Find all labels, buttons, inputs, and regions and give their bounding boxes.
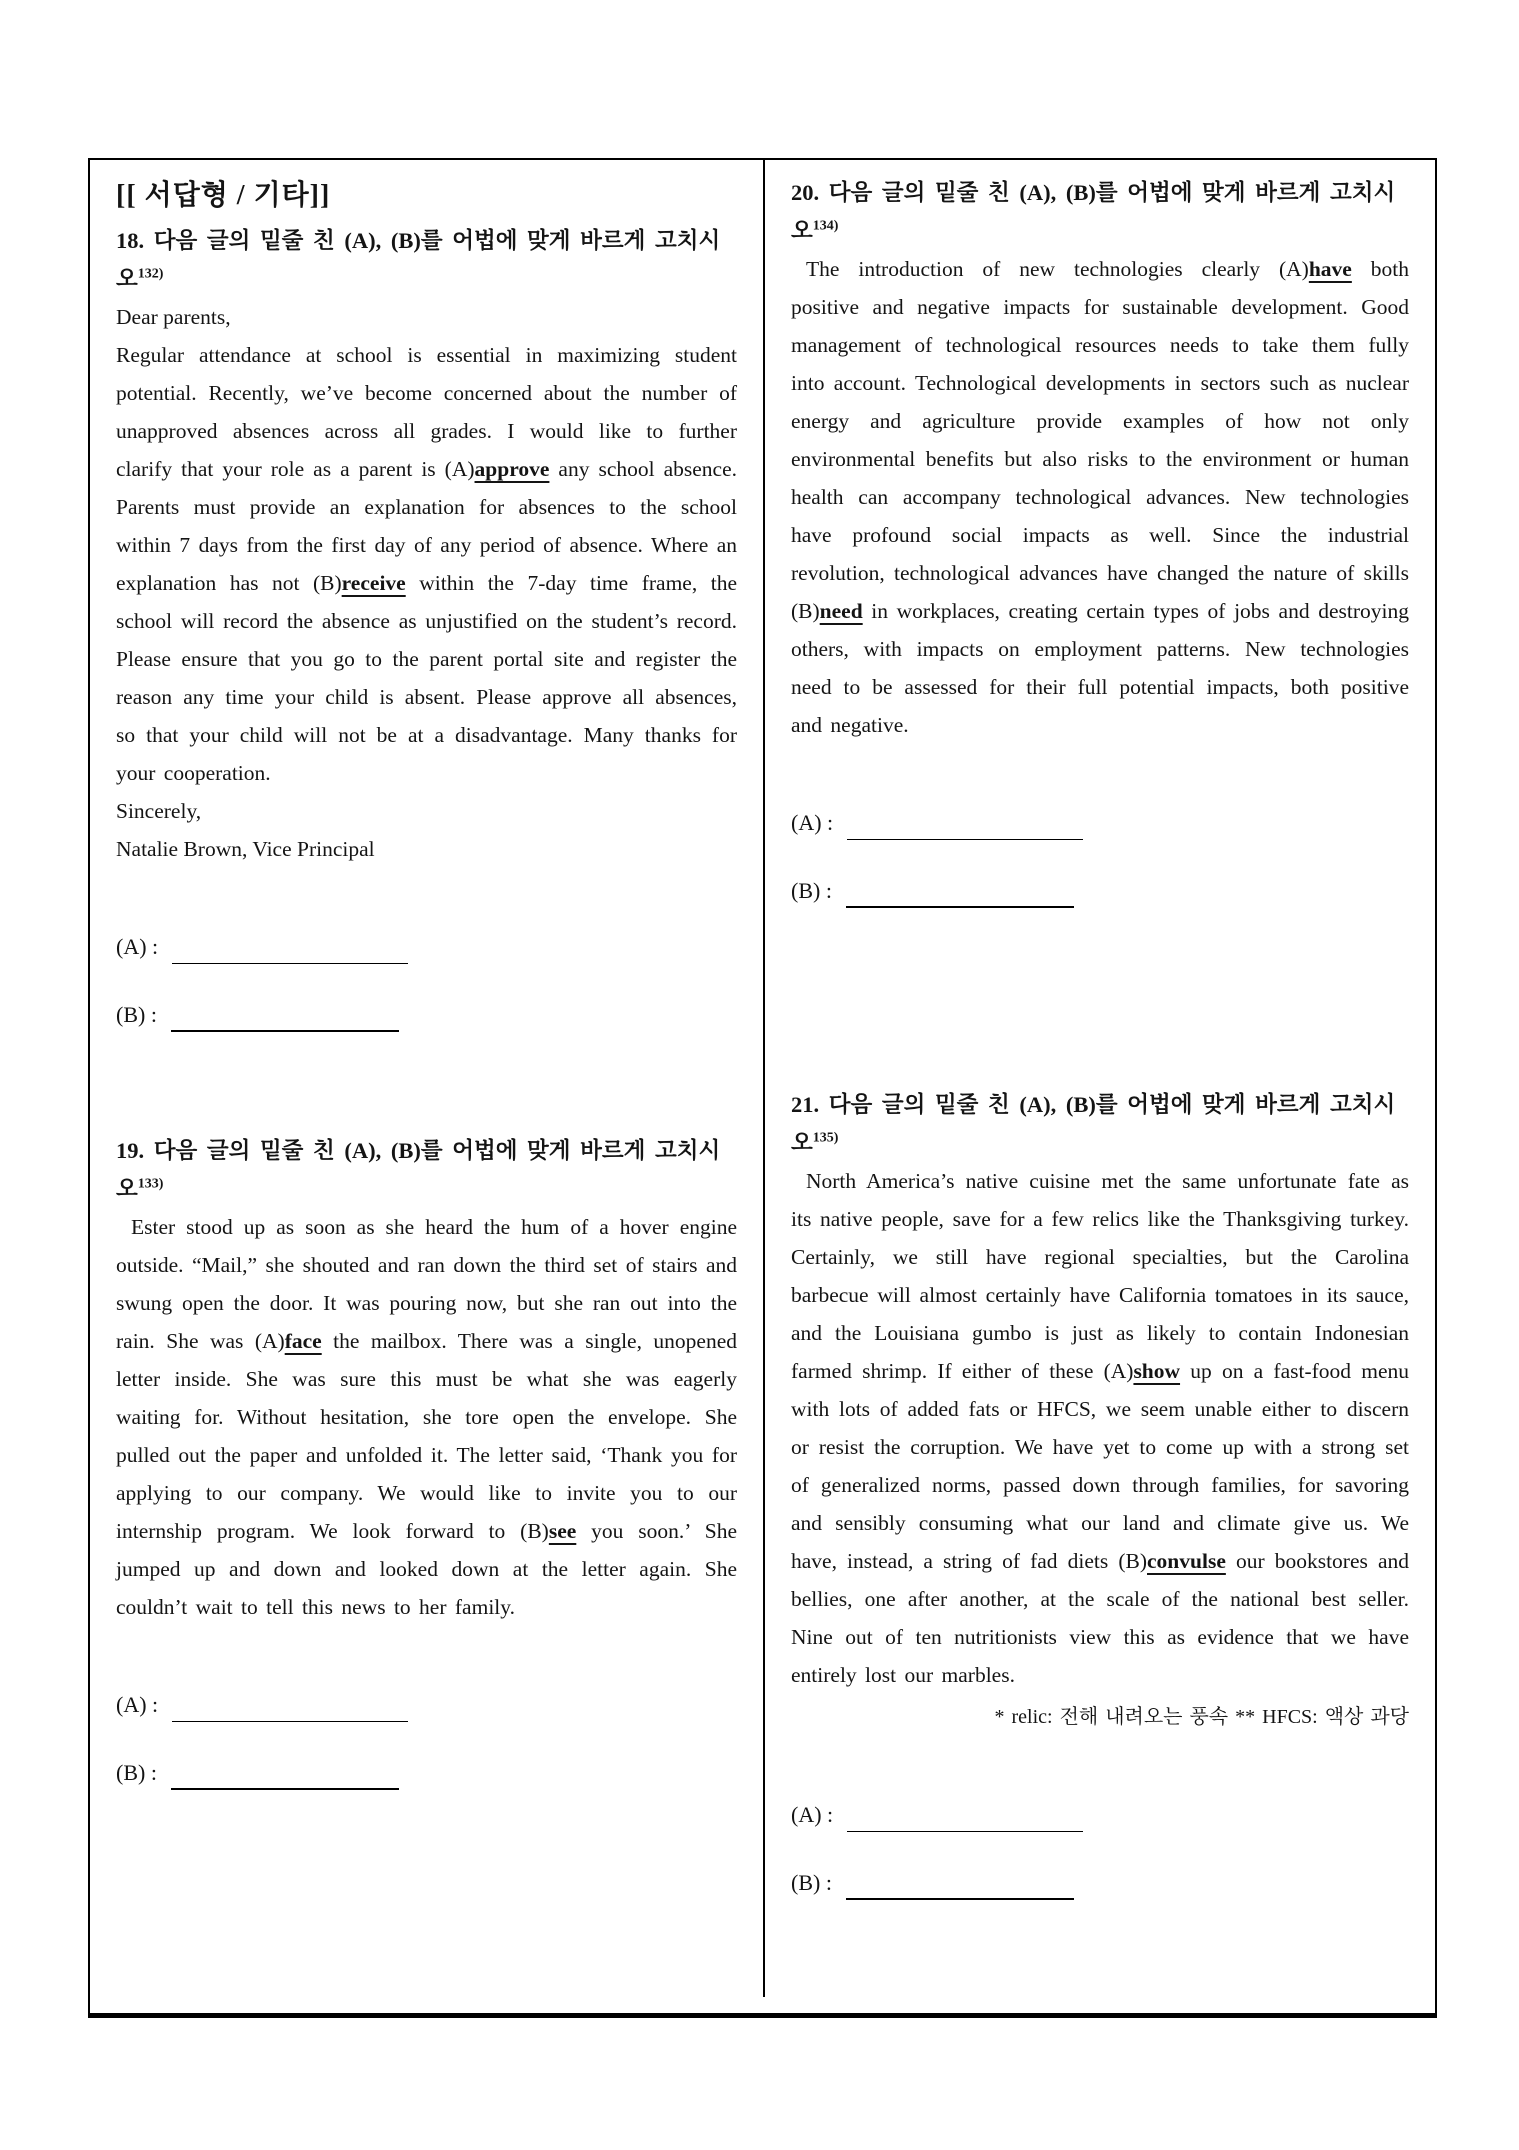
text-segment: Regular attendance at school is essential in maximizing student potential. Recently, we’ve become concerned about the number of unapproved absences across all grades. I would like to further clarify that your role as a parent is (A) [116, 343, 737, 481]
answer-blank[interactable] [172, 934, 408, 964]
answer-row [791, 1792, 1409, 1832]
answer-blank[interactable] [171, 1760, 399, 1790]
answer-blank[interactable] [171, 1002, 399, 1032]
answer-label: (A) : [791, 810, 834, 835]
answer-label: (B) : [791, 878, 832, 903]
question-number: 19. [116, 1138, 145, 1163]
question-21 [791, 1086, 1409, 1900]
answer-row [116, 992, 737, 1032]
answer-row [116, 924, 737, 964]
answer-section [791, 1792, 1409, 1900]
left-column-questions [116, 222, 737, 1790]
worksheet-box [88, 158, 1437, 2018]
answer-row [791, 868, 1409, 908]
answer-label: (A) : [791, 1802, 834, 1827]
paragraph [116, 1208, 737, 1626]
question-number: 18. [116, 228, 145, 253]
text-segment: Ester stood up as soon as she heard the hum of a hover engine outside. “Mail,” she shouted and ran down the third set of stairs and swung open the door. It was pouring now, but she ran out into the rain. She was (A) [116, 1215, 737, 1353]
paragraph [116, 792, 737, 830]
underlined-word: show [1133, 1359, 1181, 1383]
text-segment: North America’s native cuisine met the same unfortunate fate as its native people, save for a few relics like the Thanksgiving turkey. Certainly, we still have regional specialties, but the Carolina barbecue will almost certainly have California tomatoes in its sauce, and the Louisiana gumbo is just as likely to contain Indonesian farmed shrimp. If either of these (A) [791, 1169, 1409, 1383]
answer-blank[interactable] [847, 1802, 1083, 1832]
underlined-word: approve [474, 457, 550, 481]
right-column-questions [791, 174, 1409, 1900]
right-column [765, 160, 1435, 2008]
question-prompt [116, 222, 737, 298]
question-prompt-text: 다음 글의 밑줄 친 (A), (B)를 어법에 맞게 바르게 고치시오 [791, 180, 1396, 243]
paragraph [116, 298, 737, 336]
paragraph [791, 250, 1409, 744]
answer-label: (B) : [791, 1870, 832, 1895]
text-segment: The introduction of new technologies clearly (A) [806, 257, 1309, 281]
answer-section [791, 800, 1409, 908]
answer-row [116, 1682, 737, 1722]
question-prompt [791, 1086, 1409, 1162]
answer-blank[interactable] [847, 810, 1083, 840]
question-20 [791, 174, 1409, 908]
answer-blank[interactable] [172, 1692, 408, 1722]
answer-label: (A) : [116, 934, 159, 959]
question-number: 20. [791, 180, 820, 205]
paragraph [116, 830, 737, 868]
answer-row [791, 800, 1409, 840]
text-segment: the mailbox. There was a single, unopened letter inside. She was sure this must be what she was eagerly waiting for. Without hesitation, she tore open the envelope. She pulled out the paper and unfolded it. The letter said, ‘Thank you for applying to our company. We would like to invite you to our internship program. We look forward to (B) [116, 1329, 738, 1543]
underlined-word: face [284, 1329, 322, 1353]
underlined-word: have [1308, 257, 1352, 281]
question-19 [116, 1132, 737, 1790]
text-segment: our bookstores and bellies, one after another, at the scale of the national best seller. Nine out of ten nutritionists view this as evidence that we have entirely lost our marbles. [791, 1549, 1409, 1687]
question-prompt-text: 다음 글의 밑줄 친 (A), (B)를 어법에 맞게 바르게 고치시오 [791, 1092, 1396, 1155]
paragraph [116, 336, 737, 792]
answer-section [116, 1682, 737, 1790]
answer-section [116, 924, 737, 1032]
text-segment: both positive and negative impacts for sustainable development. Good management of technological resources needs to take them fully into account. Technological developments in sectors such as nuclear energy and agriculture provide examples of how not only environmental benefits but also risks to the environment or human health can accompany technological advances. New technologies have profound social impacts as well. Since the industrial revolution, technological advances have changed the nature of skills (B) [791, 257, 1409, 623]
text-segment: within the 7-day time frame, the school will record the absence as unjustified on the student’s record. Please ensure that you go to the parent portal site and register the reason any time your child is absent. Please approve all absences, so that your child will not be at a disadvantage. Many thanks for your cooperation. [116, 571, 737, 785]
text-segment: Sincerely, [116, 799, 202, 823]
question-prompt-text: 다음 글의 밑줄 친 (A), (B)를 어법에 맞게 바르게 고치시오 [116, 1138, 721, 1201]
answer-row [791, 1860, 1409, 1900]
text-segment: in workplaces, creating certain types of jobs and destroying others, with impacts on employment patterns. New technologies need to be assessed for their full potential impacts, both positive and negative. [791, 599, 1409, 737]
answer-label: (B) : [116, 1002, 157, 1027]
footnote-ref: 134) [812, 218, 839, 234]
underlined-word: see [548, 1519, 577, 1543]
underlined-word: convulse [1147, 1549, 1226, 1573]
text-segment: you soon.’ She jumped up and down and looked down at the letter again. She couldn’t wait to tell this news to her family. [116, 1519, 737, 1619]
answer-row [116, 1750, 737, 1790]
question-prompt [791, 174, 1409, 250]
footnote-ref: 135) [812, 1130, 839, 1146]
footnote-ref: 132) [137, 266, 164, 282]
question-prompt [116, 1132, 737, 1208]
text-segment: up on a fast-food menu with lots of added fats or HFCS, we seem unable either to discern or resist the corruption. We have yet to come up with a strong set of generalized norms, passed down through families, for savoring and sensibly consuming what our land and climate give us. We have, instead, a string of fad diets (B) [791, 1359, 1410, 1573]
left-column [90, 160, 763, 2008]
underlined-word: need [819, 599, 863, 623]
question-number: 21. [791, 1092, 820, 1117]
question-prompt-text: 다음 글의 밑줄 친 (A), (B)를 어법에 맞게 바르게 고치시오 [116, 228, 721, 291]
paragraph [791, 1162, 1409, 1694]
answer-blank[interactable] [846, 1870, 1074, 1900]
answer-blank[interactable] [846, 878, 1074, 908]
section-header: [[ 서답형 / 기타]] [116, 180, 331, 211]
text-segment: Dear parents, [116, 305, 231, 329]
answer-label: (B) : [116, 1760, 157, 1785]
text-segment: Natalie Brown, Vice Principal [116, 837, 375, 861]
answer-label: (A) : [116, 1692, 159, 1717]
vocabulary-footnote: * relic: 전해 내려오는 풍속 ** HFCS: 액상 과당 [994, 1706, 1409, 1728]
text-segment: any school absence. Parents must provide an explanation for absences to the school within 7 days from the first day of any period of absence. Where an explanation has not (B) [116, 457, 737, 595]
footnote-ref: 133) [137, 1176, 164, 1192]
question-18 [116, 222, 737, 1032]
underlined-word: receive [341, 571, 406, 595]
